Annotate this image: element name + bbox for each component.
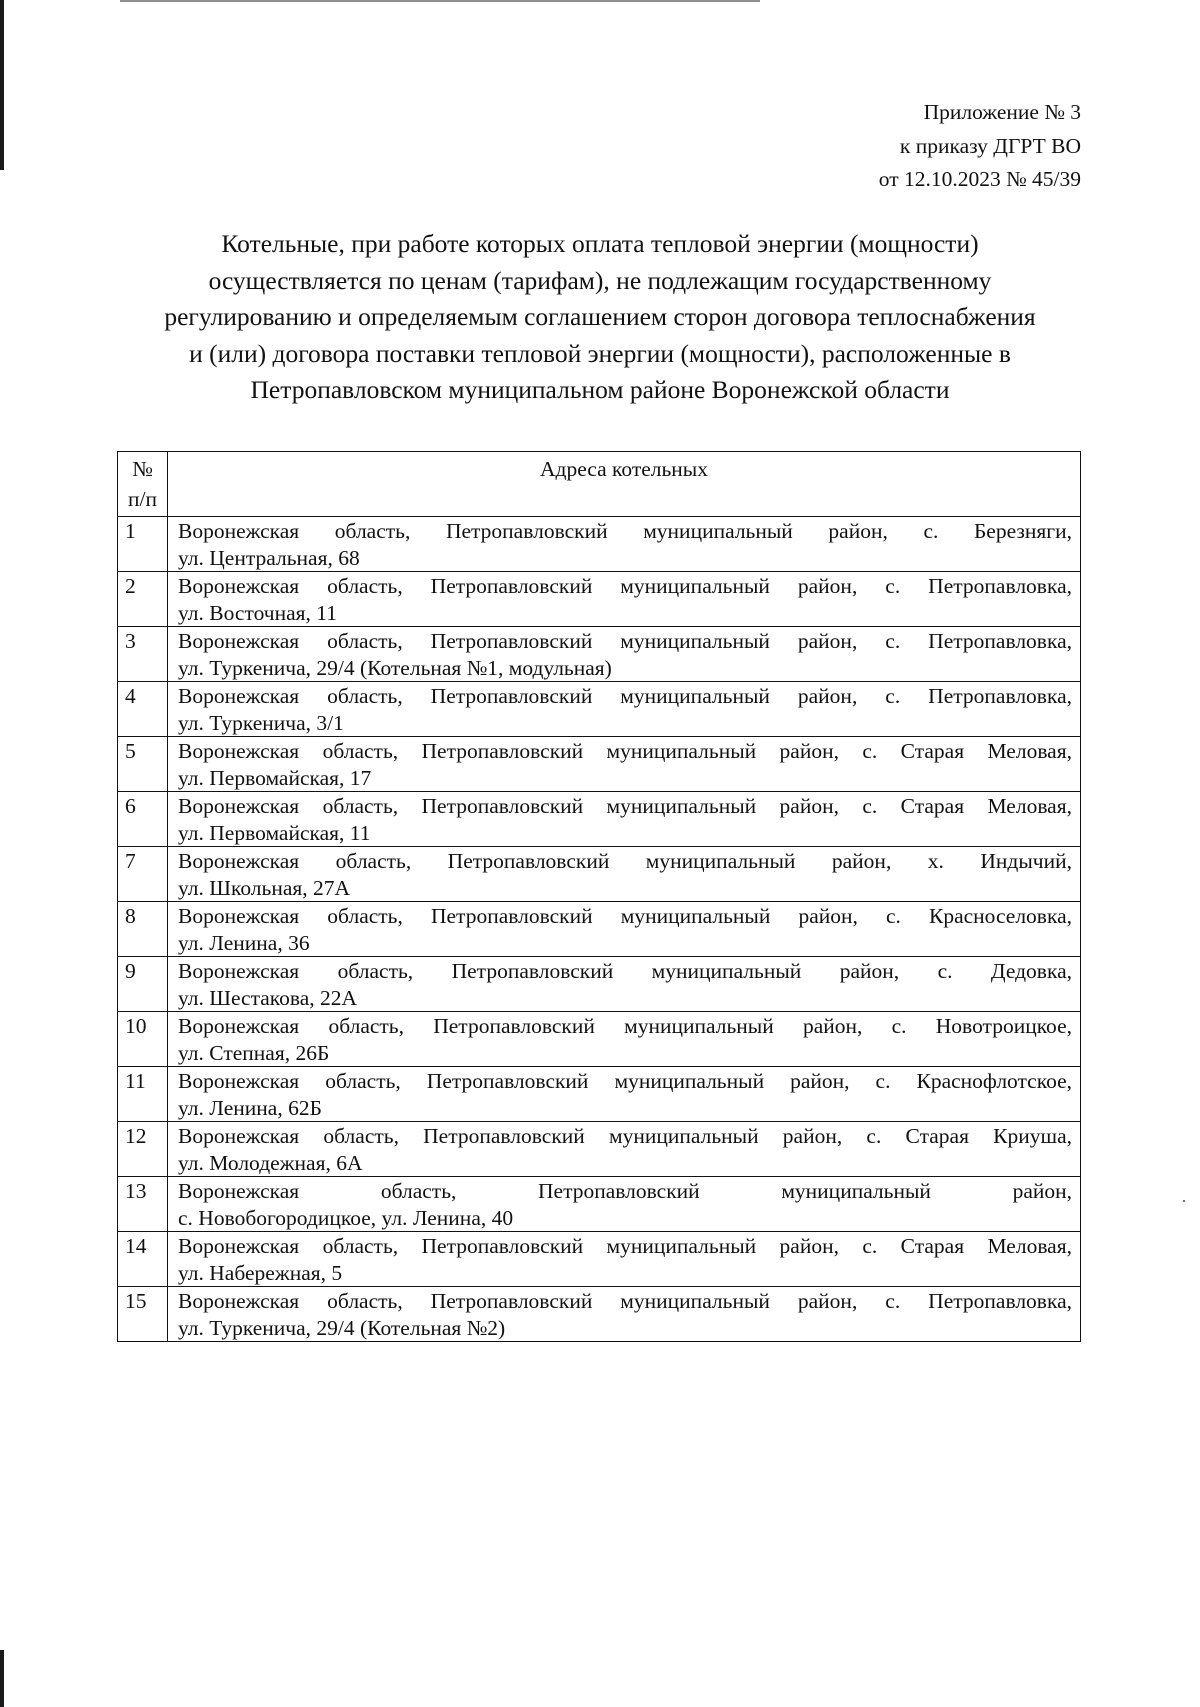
address-line-2: ул. Ленина, 62Б [178,1095,322,1120]
table-row [118,1287,1081,1342]
row-number: 11 [118,1067,168,1122]
address-line-2: ул. Туркенича, 3/1 [178,710,344,735]
address-line-2: ул. Шестакова, 22А [178,985,358,1010]
scan-edge-bottom [0,1650,4,1707]
row-number: 14 [118,1232,168,1287]
row-number: 9 [118,957,168,1012]
table-header-row [118,452,1081,517]
boiler-address [168,957,1081,1012]
address-line-2: ул. Ленина, 36 [178,930,310,955]
boiler-address [168,902,1081,957]
title-line: регулированию и определяемым соглашением сторон договора теплоснабжения [164,302,1036,331]
address-line-2: ул. Набережная, 5 [178,1260,343,1285]
address-line-1: Воронежская область, Петропавловский муниципальный район, с. Новотроицкое, [178,1014,1072,1038]
address-line-1: Воронежская область, Петропавловский муниципальный район, с. Березняги, [178,519,1072,543]
address-line-1: Воронежская область, Петропавловский муниципальный район, с. Старая Меловая, [178,1234,1072,1258]
boiler-address [168,737,1081,792]
document-title [100,226,1100,409]
table-row [118,957,1081,1012]
annex-order: к приказу ДГРТ ВО [899,133,1081,158]
table-body [118,517,1081,1342]
address-line-1: Воронежская область, Петропавловский муниципальный район, с. Петропавловка, [178,574,1072,598]
address-line-1: Воронежская область, Петропавловский муниципальный район, [178,1179,1072,1203]
address-line-1: Воронежская область, Петропавловский муниципальный район, с. Старая Меловая, [178,794,1072,818]
table-row [118,1232,1081,1287]
table-row [118,682,1081,737]
boiler-address [168,847,1081,902]
boiler-address [168,572,1081,627]
annex-number: Приложение № 3 [923,100,1081,124]
address-line-2: ул. Туркенича, 29/4 (Котельная №2) [178,1315,506,1340]
title-line: Петропавловском муниципальном районе Воронежской области [250,375,950,404]
table-row [118,572,1081,627]
row-number: 4 [118,682,168,737]
address-line-2: ул. Центральная, 68 [178,545,360,570]
address-line-1: Воронежская область, Петропавловский муниципальный район, с. Петропавловка, [178,1289,1072,1313]
boiler-address [168,1232,1081,1287]
column-header-number-abbr: п/п [128,487,157,511]
boiler-address [168,1012,1081,1067]
row-number: 5 [118,737,168,792]
title-line: Котельные, при работе которых оплата тепловой энергии (мощности) [221,229,979,258]
address-line-2: ул. Школьная, 27А [178,875,351,900]
title-line: осуществляется по ценам (тарифам), не подлежащим государственному [208,265,992,295]
row-number: 13 [118,1177,168,1232]
address-line-2: с. Новобогородицкое, ул. Ленина, 40 [178,1205,514,1230]
row-number: 7 [118,847,168,902]
annex-date: от 12.10.2023 № 45/39 [878,167,1081,191]
scan-top-line [120,0,760,2]
table-row [118,1177,1081,1232]
table-row [118,1067,1081,1122]
row-number: 15 [118,1287,168,1342]
boiler-address [168,1067,1081,1122]
address-line-2: ул. Восточная, 11 [178,600,337,625]
row-number: 6 [118,792,168,847]
row-number: 8 [118,902,168,957]
table-row [118,792,1081,847]
address-line-1: Воронежская область, Петропавловский муниципальный район, с. Петропавловка, [178,629,1072,653]
address-line-1: Воронежская область, Петропавловский муниципальный район, х. Индычий, [178,849,1072,873]
row-number: 3 [118,627,168,682]
column-header-address: Адреса котельных [168,452,1081,517]
address-line-2: ул. Туркенича, 29/4 (Котельная №1, модульная) [178,655,612,680]
table-row [118,847,1081,902]
row-number: 10 [118,1012,168,1067]
boiler-address [168,627,1081,682]
address-line-1: Воронежская область, Петропавловский муниципальный район, с. Петропавловка, [178,684,1072,708]
row-number: 2 [118,572,168,627]
address-line-1: Воронежская область, Петропавловский муниципальный район, с. Дедовка, [178,959,1072,983]
address-line-2: ул. Первомайская, 17 [178,765,372,790]
table-row [118,737,1081,792]
address-line-2: ул. Молодежная, 6А [178,1150,363,1175]
address-line-2: ул. Степная, 26Б [178,1040,330,1065]
column-header-number [118,452,168,517]
address-line-1: Воронежская область, Петропавловский муниципальный район, с. Краснофлотское, [178,1069,1072,1093]
table-row [118,1012,1081,1067]
row-number: 1 [118,517,168,572]
address-line-1: Воронежская область, Петропавловский муниципальный район, с. Старая Меловая, [178,739,1072,763]
address-line-1: Воронежская область, Петропавловский муниципальный район, с. Старая Криуша, [178,1124,1072,1148]
scan-edge-top [0,0,4,170]
address-line-2: ул. Первомайская, 11 [178,820,371,845]
boiler-address [168,682,1081,737]
table-row [118,902,1081,957]
title-line: и (или) договора поставки тепловой энергии (мощности), расположенные в [189,338,1011,368]
table-row [118,517,1081,572]
table-row [118,627,1081,682]
boiler-address [168,1122,1081,1177]
row-number: 12 [118,1122,168,1177]
scan-speck [1183,1200,1185,1202]
column-header-number-symbol: № [132,457,153,481]
annex-reference [879,96,1081,197]
boiler-address [168,1287,1081,1342]
boiler-address [168,1177,1081,1232]
table-row [118,1122,1081,1177]
boiler-address [168,517,1081,572]
boiler-addresses-table [117,451,1081,1342]
address-line-1: Воронежская область, Петропавловский муниципальный район, с. Красноселовка, [178,904,1072,928]
boiler-address [168,792,1081,847]
